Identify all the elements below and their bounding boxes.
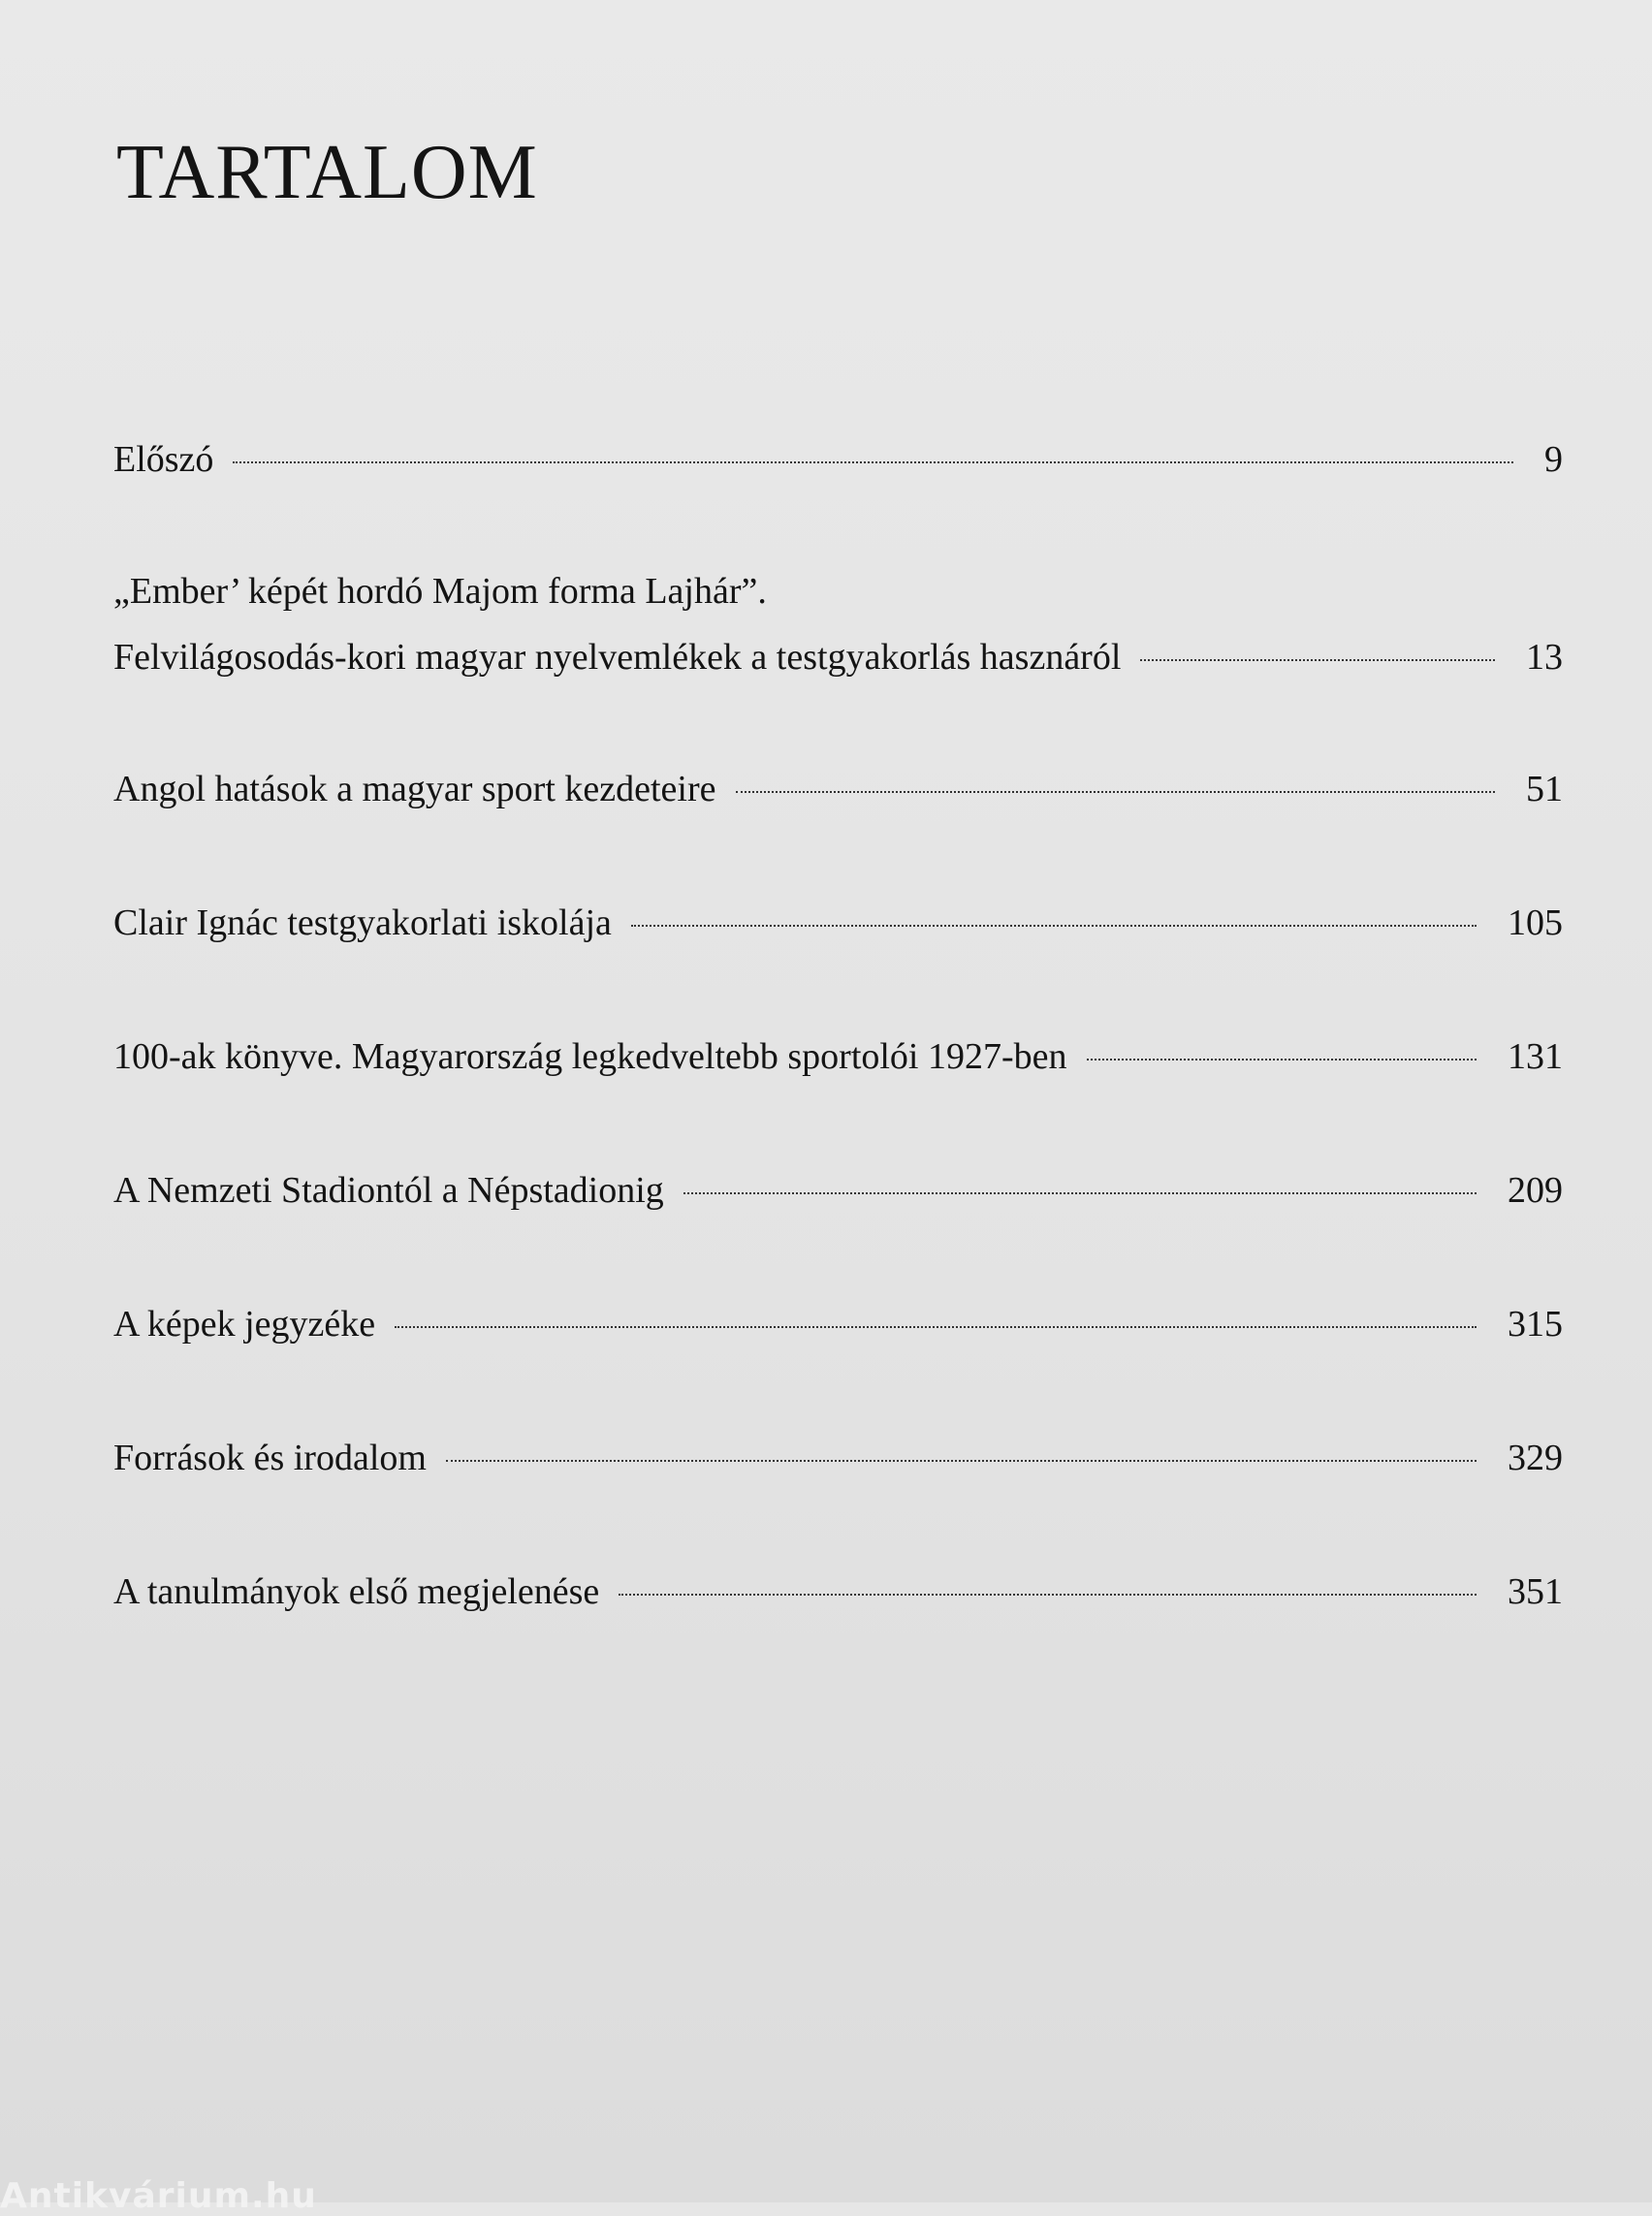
toc-entry-title: Clair Ignác testgyakorlati iskolája: [113, 902, 612, 943]
toc-entry-title: Források és irodalom: [113, 1438, 427, 1478]
toc-entry: [113, 1157, 1563, 1223]
dot-leader: [446, 1460, 1477, 1462]
dot-leader: [619, 1594, 1477, 1596]
toc-entry: [113, 890, 1563, 956]
toc-entry: [113, 1291, 1563, 1357]
toc-line: [113, 1425, 1563, 1491]
toc-page-number: 105: [1508, 902, 1563, 943]
toc-page-number: 131: [1508, 1036, 1563, 1077]
dot-leader: [1140, 659, 1495, 661]
toc-line: [113, 1291, 1563, 1357]
toc-entry: [113, 1425, 1563, 1491]
dot-leader: [233, 461, 1513, 463]
dot-leader: [631, 925, 1477, 927]
toc-line: [113, 1559, 1563, 1625]
toc-entry-title: Előszó: [113, 439, 214, 480]
toc-entry: [113, 427, 1563, 492]
toc-line: [113, 624, 1563, 690]
dot-leader: [1087, 1059, 1477, 1061]
toc-entry: [113, 1024, 1563, 1090]
toc-page-number: 13: [1526, 637, 1563, 678]
toc-entry: [113, 558, 1563, 690]
toc-line: [113, 427, 1563, 492]
toc-line: [113, 1157, 1563, 1223]
toc-entry-title: A tanulmányok első megjelenése: [113, 1571, 600, 1612]
toc-entry: [113, 1559, 1563, 1625]
toc-line: [113, 890, 1563, 956]
dot-leader: [736, 791, 1496, 793]
toc-page-number: 209: [1508, 1170, 1563, 1211]
toc-entry-title: Angol hatások a magyar sport kezdeteire: [113, 769, 716, 809]
toc-page-number: 351: [1508, 1571, 1563, 1612]
toc-entry-title-line1: „Ember’ képét hordó Majom forma Lajhár”.: [113, 571, 767, 612]
toc-entry-title: A Nemzeti Stadiontól a Népstadionig: [113, 1170, 664, 1211]
toc-entry-title: A képek jegyzéke: [113, 1304, 376, 1345]
toc-page-number: 51: [1526, 769, 1563, 809]
toc-line: [113, 1024, 1563, 1090]
toc-page-number: 9: [1544, 439, 1563, 480]
toc-entry-title: 100-ak könyve. Magyarország legkedveltebb sportolói 1927-ben: [113, 1036, 1067, 1077]
page-title: TARTALOM: [116, 130, 538, 215]
toc-page-number: 329: [1508, 1438, 1563, 1478]
toc-line: [113, 756, 1563, 822]
watermark: Antikvárium.hu: [0, 2176, 317, 2216]
dot-leader: [683, 1192, 1477, 1194]
toc-page-number: 315: [1508, 1304, 1563, 1345]
toc-line: [113, 558, 1563, 624]
toc-entry: [113, 756, 1563, 822]
dot-leader: [395, 1326, 1477, 1328]
toc-entry-title: Felvilágosodás-kori magyar nyelvemlékek a testgyakorlás hasznáról: [113, 637, 1122, 678]
